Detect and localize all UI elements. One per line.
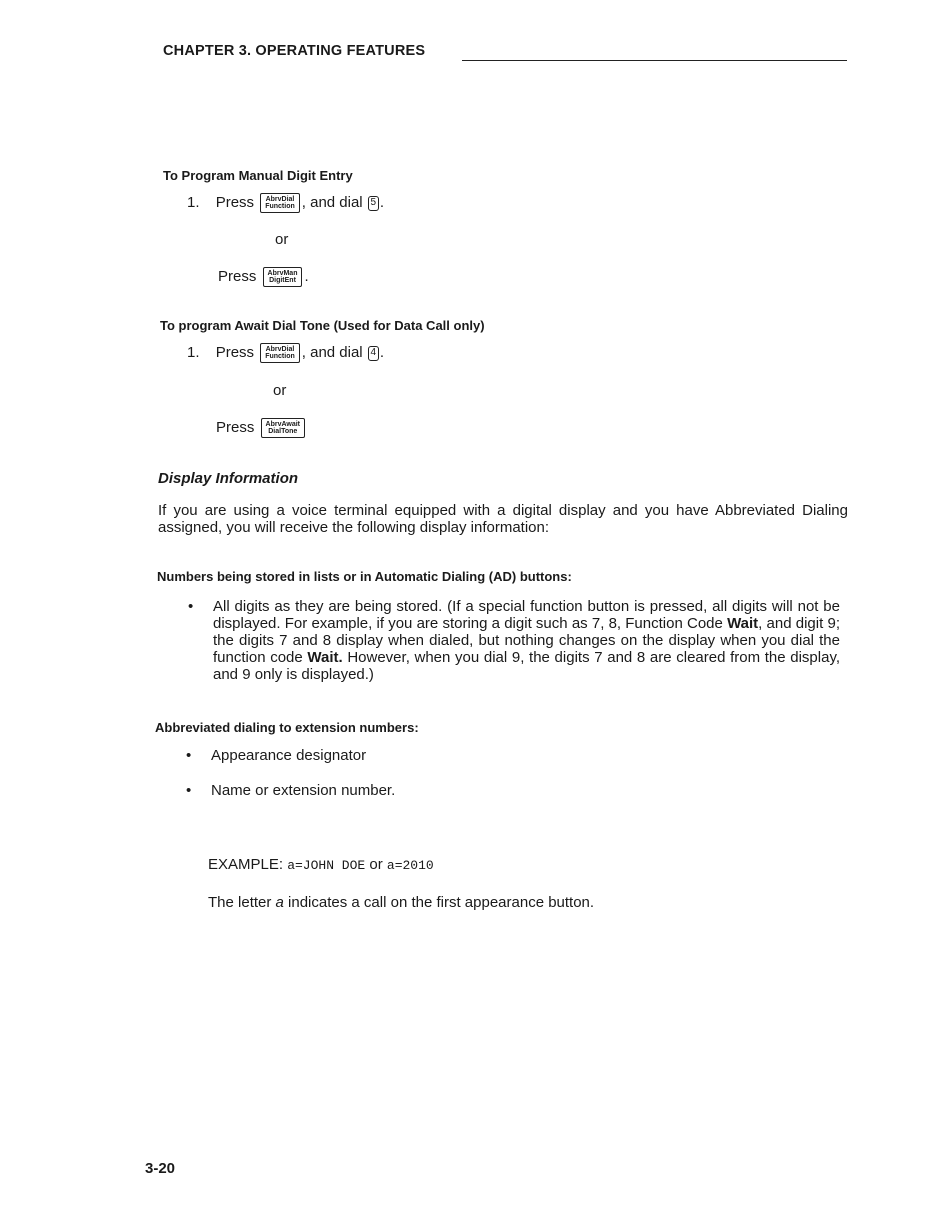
key-label-bottom: DialTone — [268, 428, 298, 435]
or-text: or — [273, 382, 287, 399]
manual-digit-step-1 — [187, 193, 384, 213]
key-label-bottom: DigitEnt — [269, 277, 296, 284]
display-info-heading: Display Information — [158, 470, 299, 487]
manual-digit-alt — [218, 267, 309, 287]
example-code-2: a=2010 — [386, 858, 434, 873]
bullet-icon: • — [188, 598, 194, 615]
key-label-top: AbrvDial — [265, 196, 295, 203]
and-dial-text: , and dial — [301, 343, 363, 361]
bold-wait: Wait — [727, 615, 759, 632]
press-text: Press — [215, 193, 255, 211]
abbreviated-ext-bullet-2 — [186, 782, 838, 799]
key-label-top: AbrvAwait — [265, 421, 301, 428]
chapter-header: CHAPTER 3. OPERATING FEATURES — [163, 43, 426, 59]
bullet-text-part: , and digit 9; the digits 7 and 8 display when dialed, but nothing changes on the display when you dial the function code — [213, 615, 840, 666]
abbreviated-ext-bullet-1 — [186, 747, 838, 764]
await-dial-heading: To program Await Dial Tone (Used for Data Call only) — [160, 318, 485, 333]
header-rule — [462, 60, 847, 61]
page-number: 3-20 — [145, 1160, 176, 1177]
bullet-text-part: However, when you dial 9, the digits 7 and 8 are cleared from the display, and 9 only is displayed.) — [213, 649, 841, 683]
example-code-1: a=JOHN DOE — [287, 858, 366, 873]
bullet-icon: • — [186, 782, 192, 799]
step-number: 1. — [187, 193, 200, 211]
abrvdial-function-key — [260, 343, 300, 363]
press-text: Press — [218, 267, 257, 285]
digit-key: 5 — [368, 196, 379, 211]
example-label: EXAMPLE: — [208, 856, 284, 873]
bullet-text: Name or extension number. — [211, 782, 396, 799]
numbers-stored-bullet — [188, 598, 840, 683]
note-italic: a — [275, 894, 284, 911]
note-text: indicates a call on the first appearance button. — [283, 894, 595, 911]
abbreviated-ext-heading: Abbreviated dialing to extension numbers: — [155, 720, 419, 735]
or-text: or — [275, 231, 289, 248]
press-text: Press — [216, 418, 255, 436]
key-label-top: AbrvDial — [265, 346, 295, 353]
key-label-bottom: Function — [265, 353, 295, 360]
abrvawait-dialtone-key — [261, 418, 306, 438]
period: . — [379, 343, 384, 361]
abrvman-digitent-key — [263, 267, 303, 287]
example-note — [208, 894, 594, 911]
await-dial-step-1 — [187, 343, 384, 363]
display-info-intro: If you are using a voice terminal equipped with a digital display and you have Abbreviated Dialing assigned, you will receive the following display information: — [158, 502, 848, 536]
numbers-stored-heading: Numbers being stored in lists or in Automatic Dialing (AD) buttons: — [157, 569, 572, 584]
bullet-text: Appearance designator — [211, 747, 367, 764]
key-label-top: AbrvMan — [267, 270, 298, 277]
bullet-text — [213, 598, 840, 683]
and-dial-text: , and dial — [301, 193, 363, 211]
key-label-bottom: Function — [265, 203, 295, 210]
bullet-text-part: All digits as they are being stored. (If a special function button is pressed, all digits will not be displayed. For example, if you are storing a digit such as 7, 8, Function Code — [213, 598, 840, 632]
bullet-icon: • — [186, 747, 192, 764]
step-number: 1. — [187, 343, 200, 361]
press-text: Press — [215, 343, 255, 361]
example-line — [208, 856, 434, 873]
note-text: The letter — [208, 894, 276, 911]
period: . — [304, 267, 309, 285]
abrvdial-function-key — [260, 193, 300, 213]
await-dial-alt — [216, 418, 307, 438]
example-or: or — [369, 856, 383, 873]
period: . — [379, 193, 384, 211]
bold-wait: Wait. — [307, 649, 343, 666]
digit-key: 4 — [368, 346, 379, 361]
manual-digit-heading: To Program Manual Digit Entry — [163, 168, 353, 183]
